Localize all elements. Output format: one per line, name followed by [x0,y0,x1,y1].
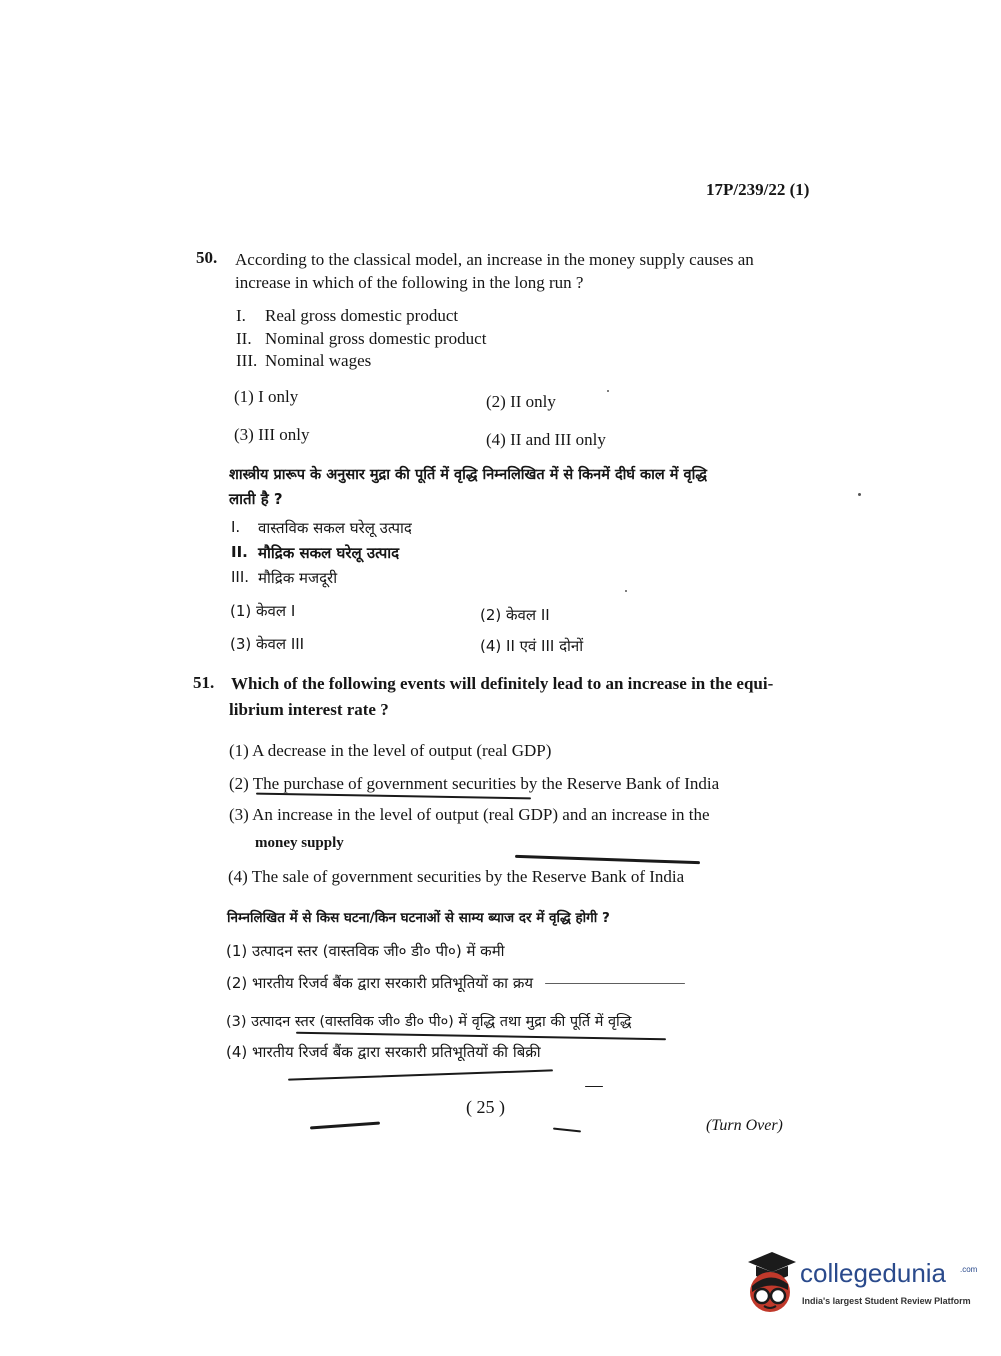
q50-hi-option: (2) केवल II [480,606,550,624]
q50-en-line1: According to the classical model, an increase in the money supply causes an [235,250,754,269]
q50-en-option: (1) I only [234,387,299,406]
q50-en-line2: increase in which of the following in the long run ? [235,273,584,292]
pen-mark [310,1122,380,1130]
q50-hi-option: (3) केवल III [230,635,305,653]
q50-en-option: (4) II and III only [486,430,606,449]
q50-hi-item-num: I. [231,518,241,536]
q50-en-item-num: I. [236,306,246,325]
pen-mark [553,1128,581,1133]
q51-en-option: (1) A decrease in the level of output (real GDP) [229,741,552,760]
q50-en-item: Nominal gross domestic product [265,329,487,348]
q51-en-option: (4) The sale of government securities by the Reserve Bank of India [228,867,685,886]
q50-en-item: Real gross domestic product [265,306,459,325]
student-mascot-icon [742,1250,798,1316]
collegedunia-logo [742,1250,978,1320]
q50-en-item: Nominal wages [265,351,372,370]
q51-en-option3-cont: money supply [255,835,344,851]
q50-hi-option: (4) II एवं III दोनों [480,637,584,655]
q50-hi-option: (1) केवल I [230,602,296,620]
brand-name: collegedunia [800,1258,947,1288]
scan-speck [858,493,861,496]
q50-number: 50. [196,248,218,267]
q50-hi-item-num: III. [231,568,250,586]
q50-hi-item: मौद्रिक सकल घरेलू उत्पाद [258,544,400,562]
q51-en-option: (3) An increase in the level of output (real GDP) and an increase in the [229,805,710,824]
q50-en-option: (2) II only [486,392,556,411]
q50-hi-line1: शास्त्रीय प्रारूप के अनुसार मुद्रा की पूर्ति में वृद्धि निम्नलिखित में से किनमें दीर्घ काल में वृद्धि [229,467,707,483]
q50-en-item-num: III. [236,351,258,370]
brand-tagline: India's largest Student Review Platform [802,1296,971,1306]
q50-en-item-num: II. [236,329,252,348]
page-number: ( 25 ) [466,1097,505,1117]
q51-hi-question: निम्नलिखित में से किस घटना/किन घटनाओं से साम्य ब्याज दर में वृद्धि होगी ? [227,910,610,926]
q51-hi-option: (3) उत्पादन स्तर (वास्तविक जी० डी० पी०) में वृद्धि तथा मुद्रा की पूर्ति में वृद्धि [226,1014,632,1030]
q51-hi-option: (1) उत्पादन स्तर (वास्तविक जी० डी० पी०) में कमी [226,942,505,960]
pen-underline [296,1032,666,1040]
q51-en-line2: librium interest rate ? [229,700,389,719]
q51-hi-option: (4) भारतीय रिजर्व बैंक द्वारा सरकारी प्रतिभूतियों की बिक्री [226,1043,541,1061]
paper-code: 17P/239/22 (1) [706,180,810,199]
scan-speck [625,590,627,592]
pen-mark [545,983,685,984]
turn-over-note: (Turn Over) [706,1117,783,1134]
pen-mark [585,1086,603,1087]
scan-speck [607,390,609,392]
pen-underline [515,855,700,864]
brand-suffix: .com [960,1265,978,1274]
q51-number: 51. [193,673,215,692]
q51-en-option: (2) The purchase of government securities by the Reserve Bank of India [229,774,720,793]
q50-hi-item: मौद्रिक मजदूरी [258,569,338,587]
q51-en-line1: Which of the following events will definitely lead to an increase in the equi- [231,674,774,693]
pen-underline [288,1069,553,1080]
q50-en-option: (3) III only [234,425,310,444]
q51-hi-option: (2) भारतीय रिजर्व बैंक द्वारा सरकारी प्रतिभूतियों का क्रय [226,974,534,992]
q50-hi-item-num: II. [231,543,248,561]
q50-hi-line2: लाती है ? [229,490,283,508]
q50-hi-item: वास्तविक सकल घरेलू उत्पाद [258,519,412,537]
